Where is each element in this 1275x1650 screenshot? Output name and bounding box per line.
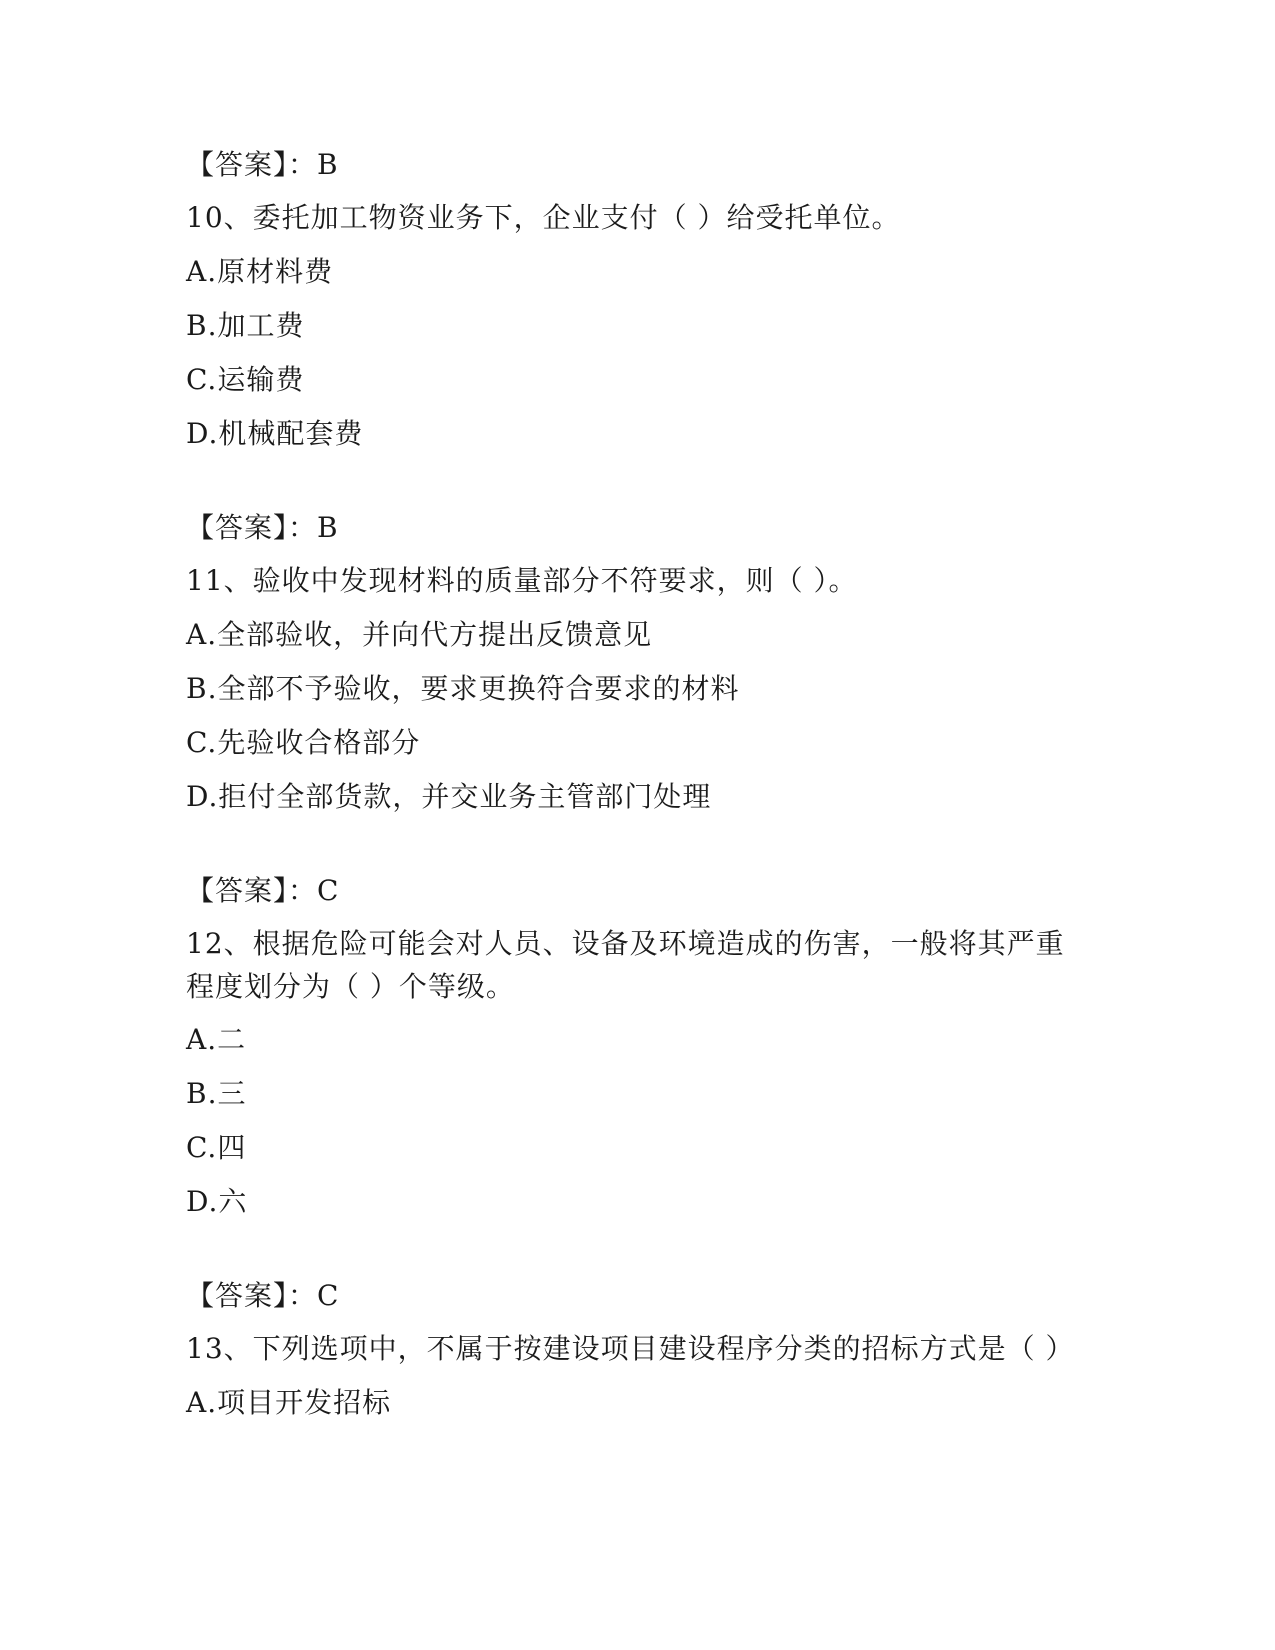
option-c: C.四 xyxy=(186,1131,247,1164)
option-c: C.运输费 xyxy=(186,363,305,396)
question-text: 11、验收中发现材料的质量部分不符要求，则（ ）。 xyxy=(186,564,858,597)
question-text: 13、下列选项中，不属于按建设项目建设程序分类的招标方式是（ ） xyxy=(186,1332,1075,1365)
option-d: D.六 xyxy=(186,1185,248,1218)
option-c: C.先验收合格部分 xyxy=(186,726,421,759)
option-b: B.三 xyxy=(186,1077,247,1110)
question-text: 10、委托加工物资业务下，企业支付（ ）给受托单位。 xyxy=(186,201,901,234)
question-text-continued: 程度划分为（ ）个等级。 xyxy=(186,970,515,1003)
option-d: D.机械配套费 xyxy=(186,417,364,450)
answer-line: 【答案】：C xyxy=(186,1279,340,1312)
option-a: A.原材料费 xyxy=(186,255,334,288)
option-a: A.项目开发招标 xyxy=(186,1386,392,1419)
answer-line: 【答案】：C xyxy=(186,874,340,907)
option-a: A.全部验收，并向代方提出反馈意见 xyxy=(186,618,653,651)
option-b: B.全部不予验收，要求更换符合要求的材料 xyxy=(186,672,740,705)
answer-line: 【答案】：B xyxy=(186,511,339,544)
option-d: D.拒付全部货款，并交业务主管部门处理 xyxy=(186,780,712,813)
option-b: B.加工费 xyxy=(186,309,305,342)
question-text: 12、根据危险可能会对人员、设备及环境造成的伤害，一般将其严重 xyxy=(186,927,1065,960)
answer-line: 【答案】：B xyxy=(186,148,339,181)
option-a: A.二 xyxy=(186,1023,247,1056)
